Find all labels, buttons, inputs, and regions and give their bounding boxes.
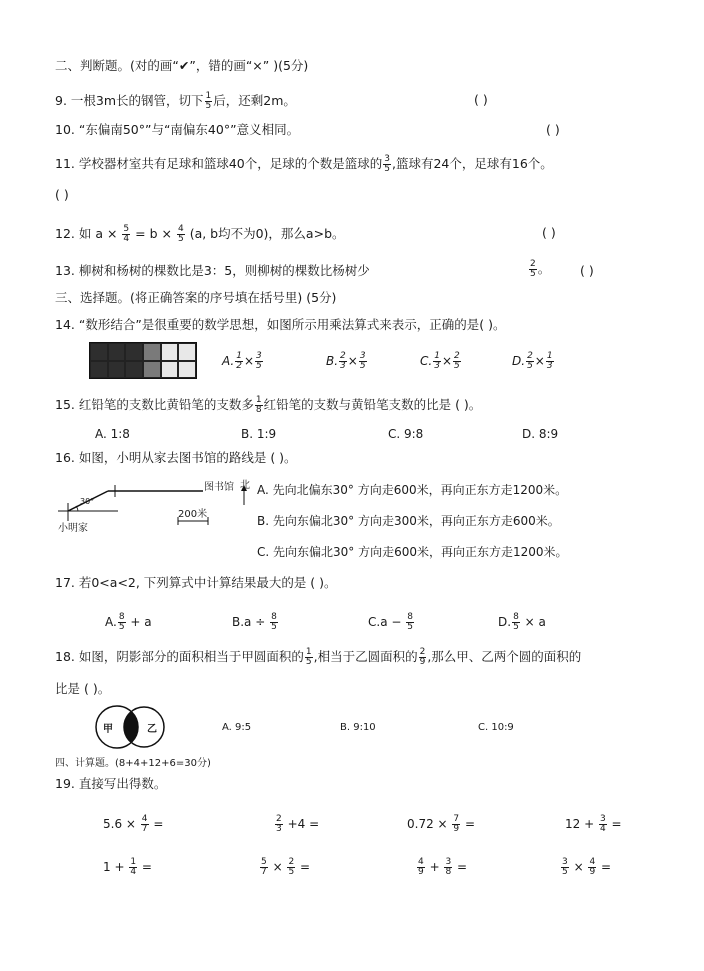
- question-18: 18. 如图，阴影部分的面积相当于甲圆面积的 $\frac{1}{5}$ ,相当于乙圆面积的 $\frac{2}{9}$ ,那么甲、乙两个圆的面积的: [55, 647, 582, 667]
- answer-blank-9[interactable]: ( ): [474, 92, 488, 107]
- north-label: 北: [240, 480, 250, 491]
- question-13: 13. 柳树和杨树的棵数比是3：5，则柳树的棵数比杨树少: [55, 263, 370, 278]
- question-17: 17. 若0<a<2, 下列算式中计算结果最大的是 ( )。: [55, 575, 337, 590]
- question-10: 10. “东偏南50°”与“南偏东40°”意义相同。: [55, 122, 300, 137]
- question-19: 19. 直接写出得数。: [55, 776, 167, 791]
- question-18-line2: 比是 ( )。: [55, 681, 111, 696]
- home-label: 小明家: [58, 523, 88, 534]
- calc-2: $\frac{2}{3}$ +4 =: [276, 814, 320, 834]
- section-2-title: 二、判断题。(对的画“✔”，错的画“×” )(5分): [55, 58, 309, 73]
- q16-option-c[interactable]: C. 先向东偏北30° 方向走600米，再向正东方走1200米。: [257, 545, 568, 559]
- answer-blank-13[interactable]: ( ): [580, 263, 594, 278]
- answer-blank-11[interactable]: ( ): [55, 187, 69, 202]
- question-13-fraction: $\frac{2}{5}$ 。: [530, 259, 551, 279]
- cross-mark: ×: [252, 58, 263, 73]
- calc-6: $\frac{5}{7}$ × $\frac{2}{5}$ =: [261, 857, 311, 877]
- question-12: 12. 如 a × $\frac{5}{4}$ = b × $\frac{4}{5}$ (a, b均不为0)，那么a>b。: [55, 224, 345, 244]
- circles-figure: [93, 703, 173, 751]
- question-9: 9. 一根3m长的钢管，切下 $\frac{1}{5}$ 后，还剩2m。: [55, 91, 296, 111]
- q15-option-d[interactable]: D. 8:9: [522, 427, 559, 441]
- q17-option-b[interactable]: B.a ÷ $\frac{8}{5}$: [232, 612, 277, 632]
- q17-option-a[interactable]: A. $\frac{8}{5}$ + a: [105, 612, 152, 632]
- check-mark: ✔: [178, 58, 190, 73]
- q14-option-d[interactable]: D. $\frac{2}{5}$ × $\frac{1}{3}$: [512, 351, 553, 371]
- fraction-grid-figure: [89, 342, 197, 379]
- q14-option-a[interactable]: A. $\frac{1}{2}$ × $\frac{3}{5}$: [222, 351, 262, 371]
- calc-1: 5.6 × $\frac{4}{7}$ =: [103, 814, 164, 834]
- answer-blank-10[interactable]: ( ): [546, 122, 560, 137]
- calc-7: $\frac{4}{9}$ + $\frac{3}{8}$ =: [418, 857, 468, 877]
- q14-option-b[interactable]: B. $\frac{2}{3}$ × $\frac{3}{5}$: [326, 351, 366, 371]
- q16-option-b[interactable]: B. 先向东偏北30° 方向走300米，再向正东方走600米。: [257, 514, 560, 528]
- calc-5: 1 + $\frac{1}{4}$ =: [103, 857, 152, 877]
- calc-8: $\frac{3}{5}$ × $\frac{4}{9}$ =: [562, 857, 612, 877]
- q15-option-c[interactable]: C. 9:8: [388, 427, 424, 441]
- section-4-title: 四、计算题。(8+4+12+6=30分): [55, 758, 211, 769]
- question-15: 15. 红铅笔的支数比黄铅笔的支数多 $\frac{1}{8}$ 红铅笔的支数与黄铅笔支数的比是 ( )。: [55, 395, 482, 415]
- library-label: 图书馆: [204, 482, 234, 493]
- answer-blank-12[interactable]: ( ): [542, 225, 556, 240]
- circle-jia-label: 甲: [103, 724, 113, 735]
- q17-option-c[interactable]: C.a − $\frac{8}{5}$: [368, 612, 413, 632]
- q18-option-a[interactable]: A. 9:5: [222, 722, 252, 733]
- question-11: 11. 学校器材室共有足球和篮球40个，足球的个数是篮球的 $\frac{3}{5}$ ,篮球有24个，足球有16个。: [55, 154, 553, 174]
- section-3-title: 三、选择题。(将正确答案的序号填在括号里) (5分): [55, 290, 337, 305]
- q18-option-c[interactable]: C. 10:9: [478, 722, 514, 733]
- scale-label: 200米: [178, 509, 208, 520]
- q17-option-d[interactable]: D. $\frac{8}{5}$ × a: [498, 612, 546, 632]
- q18-option-b[interactable]: B. 9:10: [340, 722, 376, 733]
- circle-yi-label: 乙: [147, 724, 157, 735]
- angle-label: 30°: [80, 497, 95, 506]
- q16-option-a[interactable]: A. 先向北偏东30° 方向走600米，再向正东方走1200米。: [257, 483, 568, 497]
- question-14: 14. “数形结合”是很重要的数学思想，如图所示用乘法算式来表示，正确的是( )。: [55, 317, 506, 332]
- question-16: 16. 如图，小明从家去图书馆的路线是 ( )。: [55, 450, 297, 465]
- q15-option-b[interactable]: B. 1:9: [241, 427, 277, 441]
- route-map-figure: [58, 475, 258, 545]
- calc-4: 12 + $\frac{3}{4}$ =: [565, 814, 622, 834]
- q14-option-c[interactable]: C. $\frac{1}{3}$ × $\frac{2}{5}$: [420, 351, 460, 371]
- calc-3: 0.72 × $\frac{7}{9}$ =: [407, 814, 476, 834]
- q15-option-a[interactable]: A. 1:8: [95, 427, 130, 441]
